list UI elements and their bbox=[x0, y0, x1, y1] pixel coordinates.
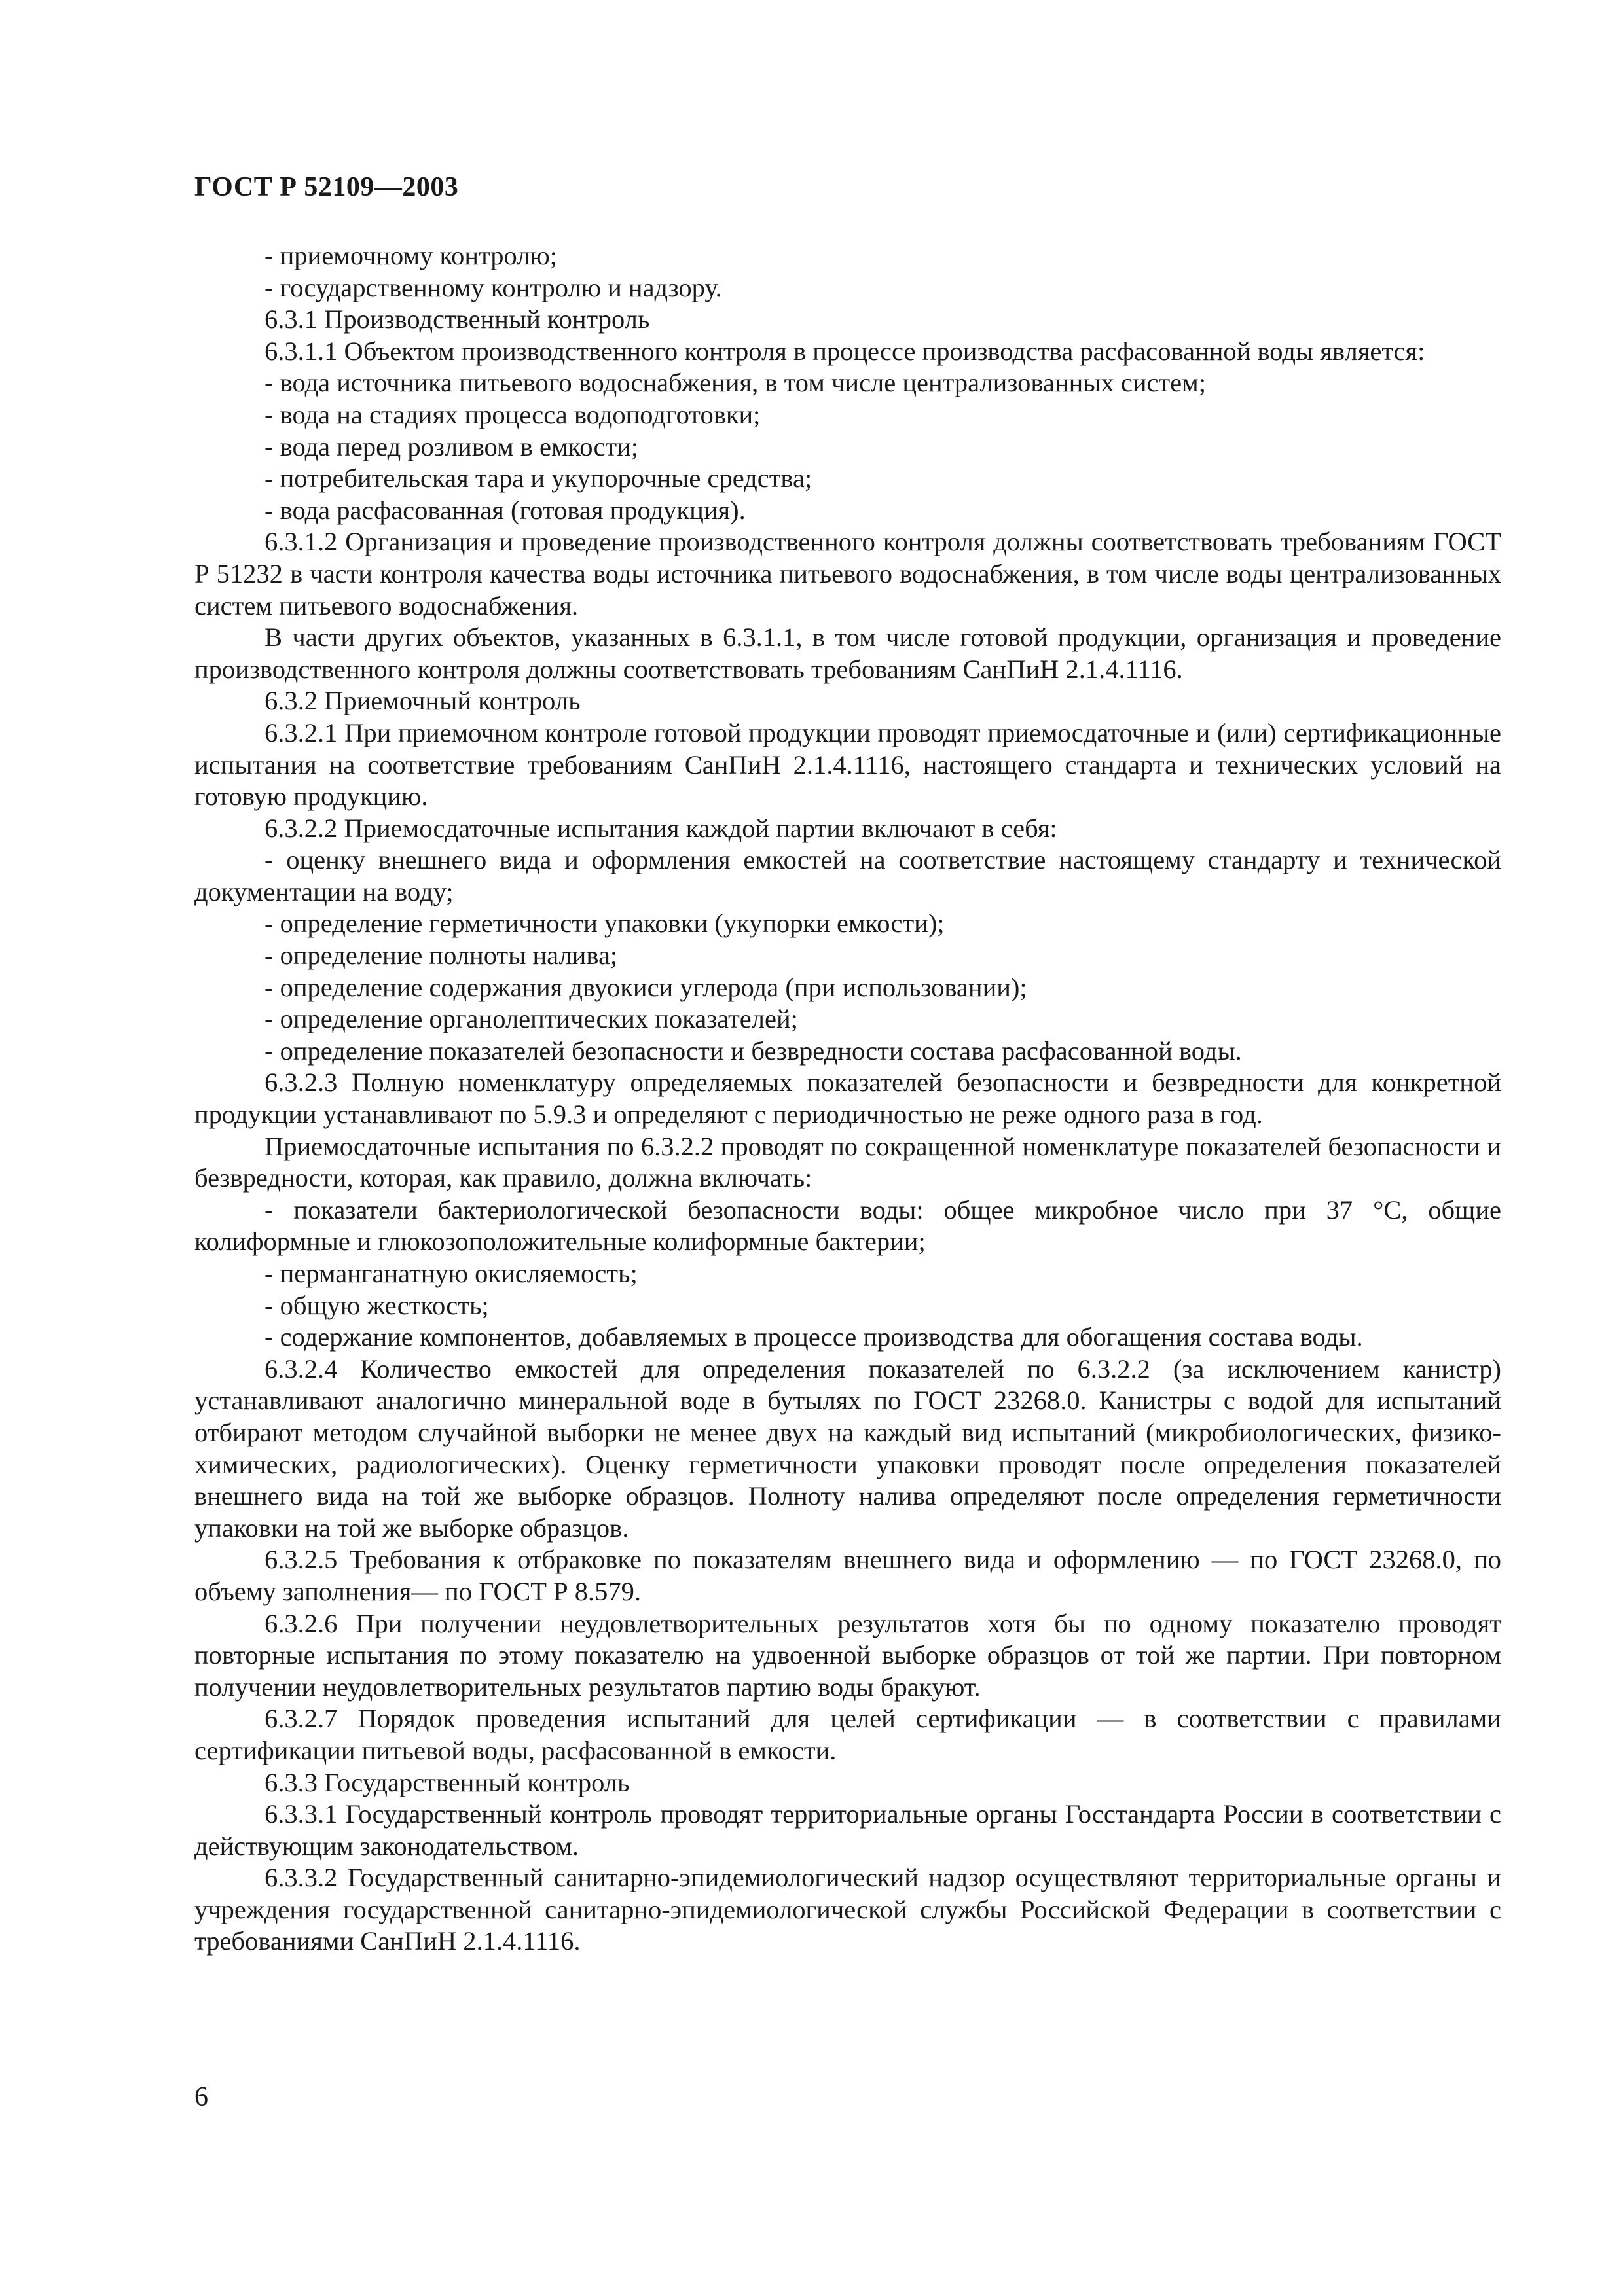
document-header: ГОСТ Р 52109—2003 bbox=[194, 172, 459, 202]
list-item: - оценку внешнего вида и оформления емкостей на соответствие настоящему стандарту и технической документации на воду; bbox=[194, 845, 1501, 906]
paragraph: 6.3.2.1 При приемочном контроле готовой продукции проводят приемосдаточные и (или) сертификационные испытания на соответствие требованиям СанПиН 2.1.4.1116, настоящего стандарта и технических условий на готовую продукцию. bbox=[194, 717, 1501, 812]
section-heading: 6.3.3 Государственный контроль bbox=[264, 1767, 630, 1797]
list-item: - вода расфасованная (готовая продукция). bbox=[264, 495, 746, 525]
list-item: - определение органолептических показателей; bbox=[264, 1004, 798, 1034]
paragraph: - приемочному контролю; bbox=[264, 241, 557, 270]
paragraph: - государственному контролю и надзору. bbox=[264, 272, 722, 302]
document-body bbox=[194, 240, 1501, 1958]
page-number: 6 bbox=[194, 2082, 208, 2112]
list-item: - вода перед розливом в емкости; bbox=[264, 431, 639, 461]
paragraph: 6.3.2.2 Приемосдаточные испытания каждой партии включают в себя: bbox=[264, 813, 1057, 843]
paragraph: Приемосдаточные испытания по 6.3.2.2 проводят по сокращенной номенклатуре показателей безопасности и безвредности, которая, как правило, должна включать: bbox=[194, 1131, 1501, 1193]
list-item: - определение герметичности упаковки (укупорки емкости); bbox=[264, 908, 945, 939]
paragraph: 6.3.2.5 Требования к отбраковке по показателям внешнего вида и оформлению — по ГОСТ 23268.0, по объему заполнения— по ГОСТ Р 8.579. bbox=[194, 1545, 1501, 1606]
list-item: - общую жесткость; bbox=[264, 1290, 489, 1320]
paragraph: 6.3.3.1 Государственный контроль проводят территориальные органы Госстандарта России в соответствии с действующим законодательством. bbox=[194, 1799, 1501, 1861]
list-item: - потребительская тара и укупорочные средства; bbox=[264, 463, 812, 493]
paragraph: 6.3.1.2 Организация и проведение производственного контроля должны соответствовать требованиям ГОСТ Р 51232 в части контроля качества воды источника питьевого водоснабжения, в том числе воды централизованных систем питьевого водоснабжения. bbox=[194, 527, 1501, 620]
list-item: - определение показателей безопасности и безвредности состава расфасованной воды. bbox=[264, 1035, 1242, 1066]
paragraph: 6.3.2.4 Количество емкостей для определения показателей по 6.3.2.2 (за исключением канистр) устанавливают аналогично минеральной воде в бутылях по ГОСТ 23268.0. Канистры с водой для испытаний отбирают методом случайной выборки не менее двух на каждый вид испытаний (микробиологических, физико-химических, радиологических). Оценку герметичности упаковки проводят после определения показателей внешнего вида на той же выборке образцов. Полноту налива определяют после определения герметичности упаковки на той же выборке образцов. bbox=[194, 1354, 1501, 1543]
list-item: - перманганатную окисляемость; bbox=[264, 1259, 638, 1288]
section-heading: 6.3.1 Производственный контроль bbox=[264, 304, 650, 334]
paragraph: 6.3.2.6 При получении неудовлетворительных результатов хотя бы по одному показателю проводят повторные испытания по этому показателю на удвоенной выборке образцов от той же партии. При повторном получении неудовлетворительных результатов партию воды бракуют. bbox=[194, 1608, 1501, 1702]
section-heading: 6.3.2 Приемочный контроль bbox=[264, 686, 581, 716]
paragraph: 6.3.3.2 Государственный санитарно-эпидемиологический надзор осуществляют территориальные органы и учреждения государственной санитарно-эпидемиологической службы Российской Федерации в соответствии с требованиями СанПиН 2.1.4.1116. bbox=[194, 1863, 1501, 1956]
list-item: - содержание компонентов, добавляемых в процессе производства для обогащения состава воды. bbox=[264, 1322, 1363, 1352]
paragraph: 6.3.2.7 Порядок проведения испытаний для целей сертификации — в соответствии с правилами сертификации питьевой воды, расфасованной в емкости. bbox=[194, 1704, 1501, 1765]
paragraph: 6.3.2.3 Полную номенклатуру определяемых показателей безопасности и безвредности для конкретной продукции устанавливают по 5.9.3 и определяют с периодичностью не реже одного раза в год. bbox=[194, 1067, 1501, 1130]
list-item: - определение полноты налива; bbox=[264, 941, 618, 971]
list-item: - вода источника питьевого водоснабжения, в том числе централизованных систем; bbox=[264, 368, 1207, 398]
list-item: - определение содержания двуокиси углерода (при использовании); bbox=[264, 972, 1027, 1002]
paragraph: В части других объектов, указанных в 6.3.1.1, в том числе готовой продукции, организация и проведение производственного контроля должны соответствовать требованиям СанПиН 2.1.4.1116. bbox=[194, 622, 1501, 684]
list-item: - показатели бактериологической безопасности воды: общее микробное число при 37 °С, общие колиформные и глюкозоположительные колиформные бактерии; bbox=[194, 1194, 1501, 1257]
paragraph: 6.3.1.1 Объектом производственного контроля в процессе производства расфасованной воды является: bbox=[264, 336, 1425, 366]
list-item: - вода на стадиях процесса водоподготовки; bbox=[264, 399, 761, 429]
